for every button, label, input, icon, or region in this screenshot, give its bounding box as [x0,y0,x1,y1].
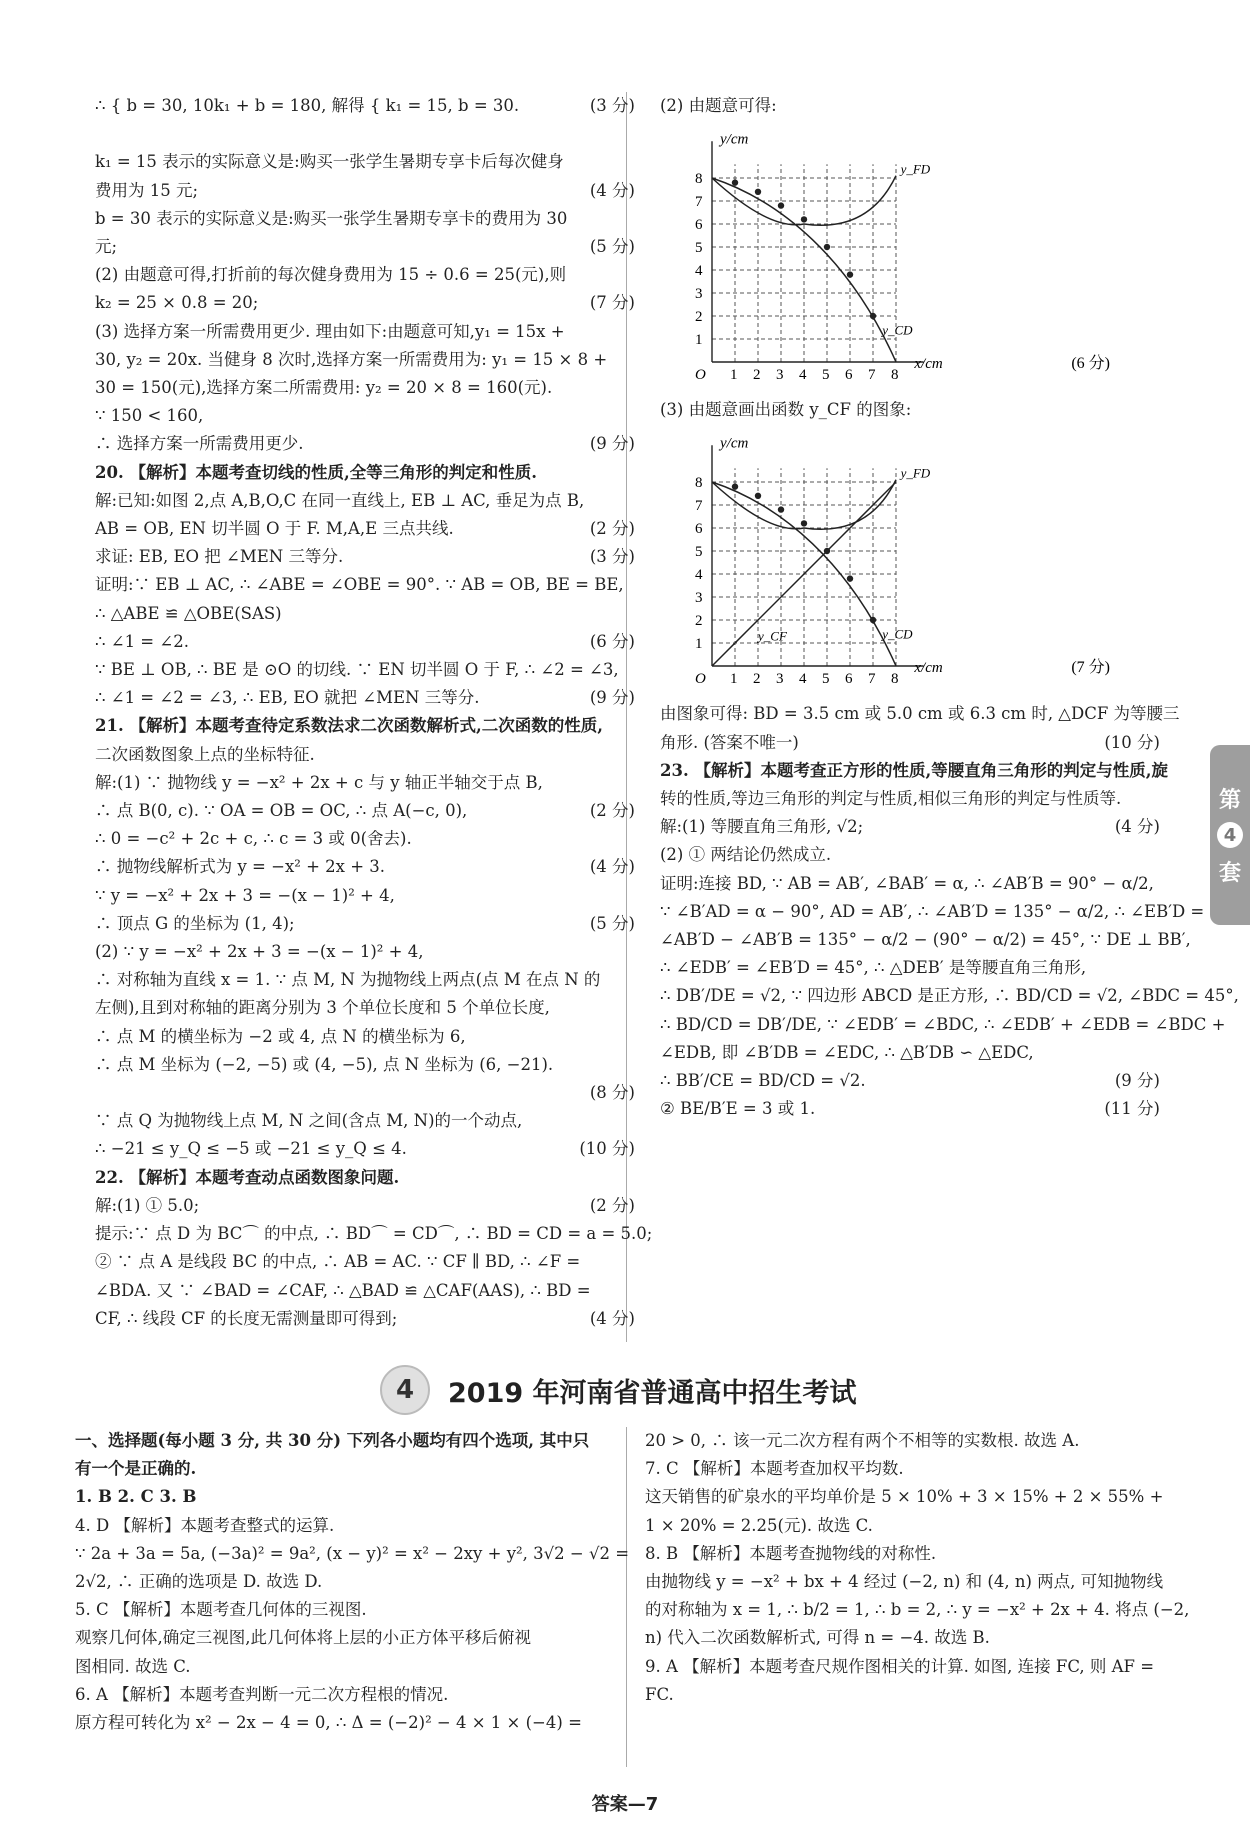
right-column [660,92,1239,1123]
y-tick-label: 6 [695,217,703,234]
y-tick-label: 2 [695,309,703,326]
tab-label-bottom: 套 [1218,861,1241,886]
data-point [732,484,738,490]
text-line [95,148,635,176]
line-text: 5. C 【解析】本题考查几何体的三视图. [75,1600,367,1620]
section-title: 2019 年河南省普通高中招生考试 [448,1377,857,1409]
line-text: n) 代入二次函数解析式, 可得 n = −4. 故选 B. [645,1628,990,1648]
line-text: ∴ △ABE ≌ △OBE(SAS) [95,603,282,623]
text-line [645,1653,1165,1681]
y-tick-label: 1 [695,332,703,349]
data-point [755,493,761,499]
text-line [660,813,1160,841]
data-point [870,617,876,623]
curve-label-fd: y_FD [900,161,931,177]
text-line [660,757,1168,785]
line-text: ∴ DB′/DE = √2, ∵ 四边形 ABCD 是正方形, ∴ BD/CD = √2, ∠BDC = 45°, [660,986,1239,1006]
text-line [95,1135,635,1163]
data-point [801,521,807,527]
line-text: ∴ BB′/CE = BD/CD = √2. [660,1071,866,1091]
data-point [847,272,853,278]
y-tick-label: 3 [695,590,703,607]
line-text: AB = OB, EN 切半圆 O 于 F. M,A,E 三点共线. [95,519,454,539]
line-text: (2) ∵ y = −x² + 2x + 3 = −(x − 1)² + 4, [95,942,424,962]
text-line [660,870,1160,898]
text-line [95,120,635,148]
text-line [95,656,635,684]
text-line [645,1483,1165,1511]
bottom-left-column [75,1427,630,1737]
data-point [755,189,761,195]
line-text: ∵ 2a + 3a = 5a, (−3a)² = 9a², (x − y)² = x² − 2xy + y², 3√2 − √2 = [75,1543,630,1563]
text-line [660,700,1180,728]
text-line [95,1220,653,1248]
line-text: 1 × 20% = 2.25(元). 故选 C. [645,1515,873,1535]
line-text: ∴ 点 M 的横坐标为 −2 或 4, 点 N 的横坐标为 6, [95,1026,466,1046]
line-text: (3) 由题意画出函数 y_CF 的图象: [660,400,912,420]
page-footer: 答案—7 [591,1794,659,1815]
origin-label: O [695,671,706,688]
text-line [75,1427,620,1455]
line-text: 观察几何体,确定三视图,此几何体将上层的小正方体平移后俯视 [75,1628,531,1648]
text-line [95,1248,635,1276]
text-line [660,729,1160,757]
text-line [95,346,635,374]
line-text: 2√2, ∴ 正确的选项是 D. 故选 D. [75,1572,323,1592]
text-line [645,1540,1165,1568]
text-line [95,853,635,881]
score-label: (4 分) [1114,817,1160,837]
score-label: (9 分) [589,434,635,454]
score-label: (6 分) [589,631,635,651]
curve-label-cd: y_CD [882,322,913,338]
line-text: 有一个是正确的. [75,1459,197,1479]
x-tick-label: 2 [753,671,761,688]
text-line [645,1624,1165,1652]
line-text: ∴ 点 M 坐标为 (−2, −5) 或 (4, −5), 点 N 坐标为 (6, −21). [95,1054,554,1074]
text-line [95,882,635,910]
score-label: (3 分) [589,547,635,567]
text-line [95,628,635,656]
text-line [660,1039,1160,1067]
line-text: 23. 【解析】本题考查正方形的性质,等腰直角三角形的判定与性质,旋 [660,760,1168,780]
y-tick-label: 2 [695,613,703,630]
score-label: (4 分) [589,1308,635,1328]
line-text: 由图象可得: BD = 3.5 cm 或 5.0 cm 或 6.3 cm 时, △DCF 为等腰三 [660,704,1180,724]
score-label: (11 分) [1104,1099,1160,1119]
line-text: ∴ { b = 30, 10k₁ + b = 180, 解得 { k₁ = 15, b = 30. [95,96,520,115]
line-text: 解:(1) ∵ 抛物线 y = −x² + 2x + c 与 y 轴正半轴交于点 B, [95,772,543,792]
line-text: 9. A 【解析】本题考查尺规作图相关的计算. 如图, 连接 FC, 则 AF = [645,1656,1155,1676]
x-tick-label: 6 [845,367,853,384]
x-tick-label: 4 [799,671,807,688]
line-text: k₂ = 25 × 0.8 = 20; [95,293,259,313]
column-divider-bottom [626,1427,627,1767]
text-line [95,712,635,740]
graph-score: (6 分) [1071,355,1110,373]
score-label: (3 分) [589,96,635,115]
line-text: ∴ 0 = −c² + 2c + c, ∴ c = 3 或 0(舍去). [95,829,412,849]
data-point [778,203,784,209]
line-text: 角形. (答案不唯一) [660,732,799,752]
x-axis-label: x/cm [914,356,943,373]
x-tick-label: 8 [891,671,899,688]
y-axis-label: y/cm [720,131,749,148]
y-tick-label: 4 [695,263,703,280]
line-text: ∵ 150 < 160, [95,406,204,426]
graph-svg [690,426,1130,696]
line-text: 求证: EB, EO 把 ∠MEN 三等分. [95,547,344,567]
line-text: 证明:∵ EB ⊥ AC, ∴ ∠ABE = ∠OBE = 90°. ∵ AB = OB, BE = BE, [95,575,624,595]
line-text: 20. 【解析】本题考查切线的性质,全等三角形的判定和性质. [95,462,537,482]
score-label: (8 分) [589,1083,635,1103]
line-text: ∠AB′D − ∠AB′B = 135° − α/2 − (90° − α/2) = 45°, ∵ DE ⊥ BB′, [660,930,1191,950]
score-label: (4 分) [589,180,635,200]
curve-label-cf: y_CF [758,629,787,645]
data-point [824,244,830,250]
text-line [95,769,635,797]
line-text: (3) 选择方案一所需费用更少. 理由如下:由题意可知,y₁ = 15x + [95,321,565,341]
line-text: 提示:∵ 点 D 为 BC⌒ 的中点, ∴ BD⌒ = CD⌒, ∴ BD = CD = a = 5.0; [95,1224,653,1244]
text-line [660,92,1160,120]
text-line [645,1455,1165,1483]
text-line [95,741,635,769]
y-tick-label: 3 [695,286,703,303]
y-axis-label: y/cm [720,435,749,452]
text-line [95,92,635,120]
line-text: 7. C 【解析】本题考查加权平均数. [645,1459,904,1479]
text-line [645,1596,1190,1624]
x-tick-label: 1 [730,671,738,688]
line-text: 一、选择题(每小题 3 分, 共 30 分) 下列各小题均有四个选项, 其中只 [75,1431,590,1450]
x-tick-label: 7 [868,671,876,688]
line-text: 二次函数图象上点的坐标特征. [95,744,315,764]
x-tick-label: 5 [822,367,830,384]
text-line [95,797,635,825]
line-text: ∴ 对称轴为直线 x = 1. ∵ 点 M, N 为抛物线上两点(点 M 在点 N 的 [95,970,601,990]
text-line [95,1164,635,1192]
line-text: 解:(1) ① 5.0; [95,1195,200,1215]
line-text: 图相同. 故选 C. [75,1656,191,1676]
line-text: 由抛物线 y = −x² + bx + 4 经过 (−2, n) 和 (4, n) 两点, 可知抛物线 [645,1572,1164,1592]
bottom-right-column [645,1427,1190,1709]
curve-label-fd: y_FD [900,465,931,481]
line-text: 费用为 15 元; [95,180,199,200]
score-label: (7 分) [589,293,635,313]
line-text: 4. D 【解析】本题考查整式的运算. [75,1515,335,1535]
line-text: ∴ 点 B(0, c). ∵ OA = OB = OC, ∴ 点 A(−c, 0), [95,801,468,821]
line-text: 8. B 【解析】本题考查抛物线的对称性. [645,1543,937,1563]
score-label: (10 分) [1104,732,1160,752]
line-text: 30, y₂ = 20x. 当健身 8 次时,选择方案一所需费用为: y₁ = 15 × 8 + [95,349,608,369]
text-line [95,289,635,317]
text-line [95,318,635,346]
text-line [645,1427,1165,1455]
score-label: (2 分) [589,519,635,539]
line-text: ∴ ∠1 = ∠2 = ∠3, ∴ EB, EO 就把 ∠MEN 三等分. [95,688,480,708]
line-text: 22. 【解析】本题考查动点函数图象问题. [95,1167,400,1187]
text-line [75,1653,620,1681]
score-label: (2 分) [589,801,635,821]
text-line [660,1095,1160,1123]
line-text: 的对称轴为 x = 1, ∴ b/2 = 1, ∴ b = 2, ∴ y = −x² + 2x + 4. 将点 (−2, [645,1600,1190,1620]
x-tick-label: 5 [822,671,830,688]
score-label: (9 分) [589,688,635,708]
line-text: ② ∵ 点 A 是线段 BC 的中点, ∴ AB = AC. ∵ CF ∥ BD, ∴ ∠F = [95,1252,581,1272]
text-line [75,1709,620,1737]
line-text: ∴ ∠1 = ∠2. [95,631,189,651]
score-label: (10 分) [579,1139,635,1159]
text-line [660,396,1160,424]
x-tick-label: 1 [730,367,738,384]
line-text: 这天销售的矿泉水的平均单价是 5 × 10% + 3 × 15% + 2 × 55% + [645,1487,1164,1507]
text-line [95,402,635,430]
x-tick-label: 4 [799,367,807,384]
line-text: ∴ BD/CD = DB′/DE, ∵ ∠EDB′ = ∠BDC, ∴ ∠EDB′ + ∠EDB = ∠BDC + [660,1014,1226,1034]
text-line [95,1305,635,1333]
text-line [660,954,1160,982]
line-text: ∠BDA. 又 ∵ ∠BAD = ∠CAF, ∴ △BAD ≌ △CAF(AAS), ∴ BD = [95,1280,591,1300]
text-line [95,1192,635,1220]
y-tick-label: 8 [695,171,703,188]
data-point [847,576,853,582]
line-text: ∵ 点 Q 为抛物线上点 M, N 之间(含点 M, N)的一个动点, [95,1111,523,1131]
line-text: 转的性质,等边三角形的判定与性质,相似三角形的判定与性质等. [660,789,1122,809]
section-heading [380,1365,857,1415]
text-line [645,1681,1165,1709]
line-text: 原方程可转化为 x² − 2x − 4 = 0, ∴ Δ = (−2)² − 4 × 1 × (−4) = [75,1713,582,1733]
text-line [660,898,1205,926]
text-line [75,1568,620,1596]
x-tick-label: 6 [845,671,853,688]
line-text: 30 = 150(元),选择方案二所需费用: y₂ = 20 × 8 = 160(元). [95,378,553,398]
text-line [95,825,635,853]
origin-label: O [695,367,706,384]
y-tick-label: 6 [695,521,703,538]
score-label: (4 分) [589,857,635,877]
text-line [95,600,635,628]
line-text: ∵ ∠B′AD = α − 90°, AD = AB′, ∴ ∠AB′D = 135° − α/2, ∴ ∠EB′D = [660,901,1205,921]
text-line [95,459,635,487]
section-number-badge: 4 [380,1365,430,1415]
x-tick-label: 2 [753,367,761,384]
data-point [801,216,807,222]
text-line [75,1540,630,1568]
text-line [75,1483,620,1511]
x-axis-label: x/cm [914,660,943,677]
line-text: FC. [645,1684,674,1704]
left-column [95,92,653,1333]
text-line [95,261,635,289]
curve-label-cd: y_CD [882,626,913,642]
y-tick-label: 7 [695,498,703,515]
line-text: ② BE/B′E = 3 或 1. [660,1099,816,1119]
line-text: ∴ −21 ≤ y_Q ≤ −5 或 −21 ≤ y_Q ≤ 4. [95,1139,407,1159]
line-text: 21. 【解析】本题考查待定系数法求二次函数解析式,二次函数的性质, [95,716,603,736]
x-tick-label: 3 [776,367,784,384]
text-line [95,1023,635,1051]
score-label: (9 分) [1114,1071,1160,1091]
text-line [660,785,1160,813]
y-tick-label: 8 [695,475,703,492]
line-text: 左侧),且到对称轴的距离分别为 3 个单位长度和 5 个单位长度, [95,998,550,1018]
data-point [870,313,876,319]
line-text: 元; [95,237,118,256]
score-label: (5 分) [589,913,635,933]
x-tick-label: 8 [891,367,899,384]
text-line [660,1067,1160,1095]
text-line [95,571,635,599]
score-label: (2 分) [589,1195,635,1215]
text-line [95,374,635,402]
text-line [95,1107,635,1135]
line-text: 解:已知:如图 2,点 A,B,O,C 在同一直线上, EB ⊥ AC, 垂足为点 B, [95,490,585,510]
line-text: 6. A 【解析】本题考查判断一元二次方程根的情况. [75,1684,449,1704]
line-text: ∵ BE ⊥ OB, ∴ BE 是 ⊙O 的切线. ∵ EN 切半圆 O 于 F, ∴ ∠2 = ∠3, [95,660,619,680]
y-tick-label: 5 [695,240,703,257]
text-line [95,966,635,994]
text-line [95,515,635,543]
text-line [75,1596,620,1624]
graph-svg [690,122,1130,392]
line-text: (2) ① 两结论仍然成立. [660,845,832,865]
text-line [95,205,635,233]
line-text: b = 30 表示的实际意义是:购买一张学生暑期专享卡的费用为 30 [95,208,568,228]
line-text: ∵ y = −x² + 2x + 3 = −(x − 1)² + 4, [95,885,395,905]
y-tick-label: 7 [695,194,703,211]
text-line [75,1624,620,1652]
text-line [95,177,635,205]
line-text: ∴ ∠EDB′ = ∠EB′D = 45°, ∴ △DEB′ 是等腰直角三角形, [660,958,1087,978]
data-point [732,180,738,186]
graph-2 [690,426,1110,696]
text-line [75,1455,620,1483]
text-line [660,841,1160,869]
line-text: 解:(1) 等腰直角三角形, √2; [660,817,864,837]
text-line [95,487,635,515]
text-line [75,1681,620,1709]
x-tick-label: 3 [776,671,784,688]
text-line [75,1512,620,1540]
text-line [95,1277,635,1305]
y-tick-label: 1 [695,636,703,653]
text-line [660,982,1239,1010]
tab-label-top: 第 [1218,788,1241,813]
line-text: ∠EDB, 即 ∠B′DB = ∠EDC, ∴ △B′DB ∽ △EDC, [660,1042,1034,1062]
set-tab [1210,745,1250,925]
y-tick-label: 5 [695,544,703,561]
text-line [645,1512,1165,1540]
graph-1 [690,122,1110,392]
text-line [660,1011,1226,1039]
text-line [95,1079,635,1107]
line-text: 1. B 2. C 3. B [75,1487,197,1507]
line-text: k₁ = 15 表示的实际意义是:购买一张学生暑期专享卡后每次健身 [95,152,564,172]
text-line [645,1568,1165,1596]
line-text: (2) 由题意可得,打折前的每次健身费用为 15 ÷ 0.6 = 25(元),则 [95,265,567,285]
x-tick-label: 7 [868,367,876,384]
line-text: ∴ 选择方案一所需费用更少. [95,434,304,454]
text-line [660,926,1191,954]
text-line [95,543,635,571]
line-text: CF, ∴ 线段 CF 的长度无需测量即可得到; [95,1308,398,1328]
text-line [95,684,635,712]
line-text: ∴ 抛物线解析式为 y = −x² + 2x + 3. [95,857,386,877]
text-line [95,430,635,458]
text-line [95,1051,635,1079]
data-point [778,507,784,513]
graph-score: (7 分) [1071,659,1110,677]
line-text: ∴ 顶点 G 的坐标为 (1, 4); [95,913,295,933]
line-text: (2) 由题意可得: [660,96,777,115]
y-tick-label: 4 [695,567,703,584]
text-line [95,938,635,966]
text-line [95,910,635,938]
line-text: 证明:连接 BD, ∵ AB = AB′, ∠BAB′ = α, ∴ ∠AB′B = 90° − α/2, [660,873,1154,893]
text-line [95,994,635,1022]
text-line [95,233,635,261]
score-label: (5 分) [589,237,635,256]
tab-number: 4 [1217,822,1243,848]
line-text: 20 > 0, ∴ 该一元二次方程有两个不相等的实数根. 故选 A. [645,1431,1080,1450]
